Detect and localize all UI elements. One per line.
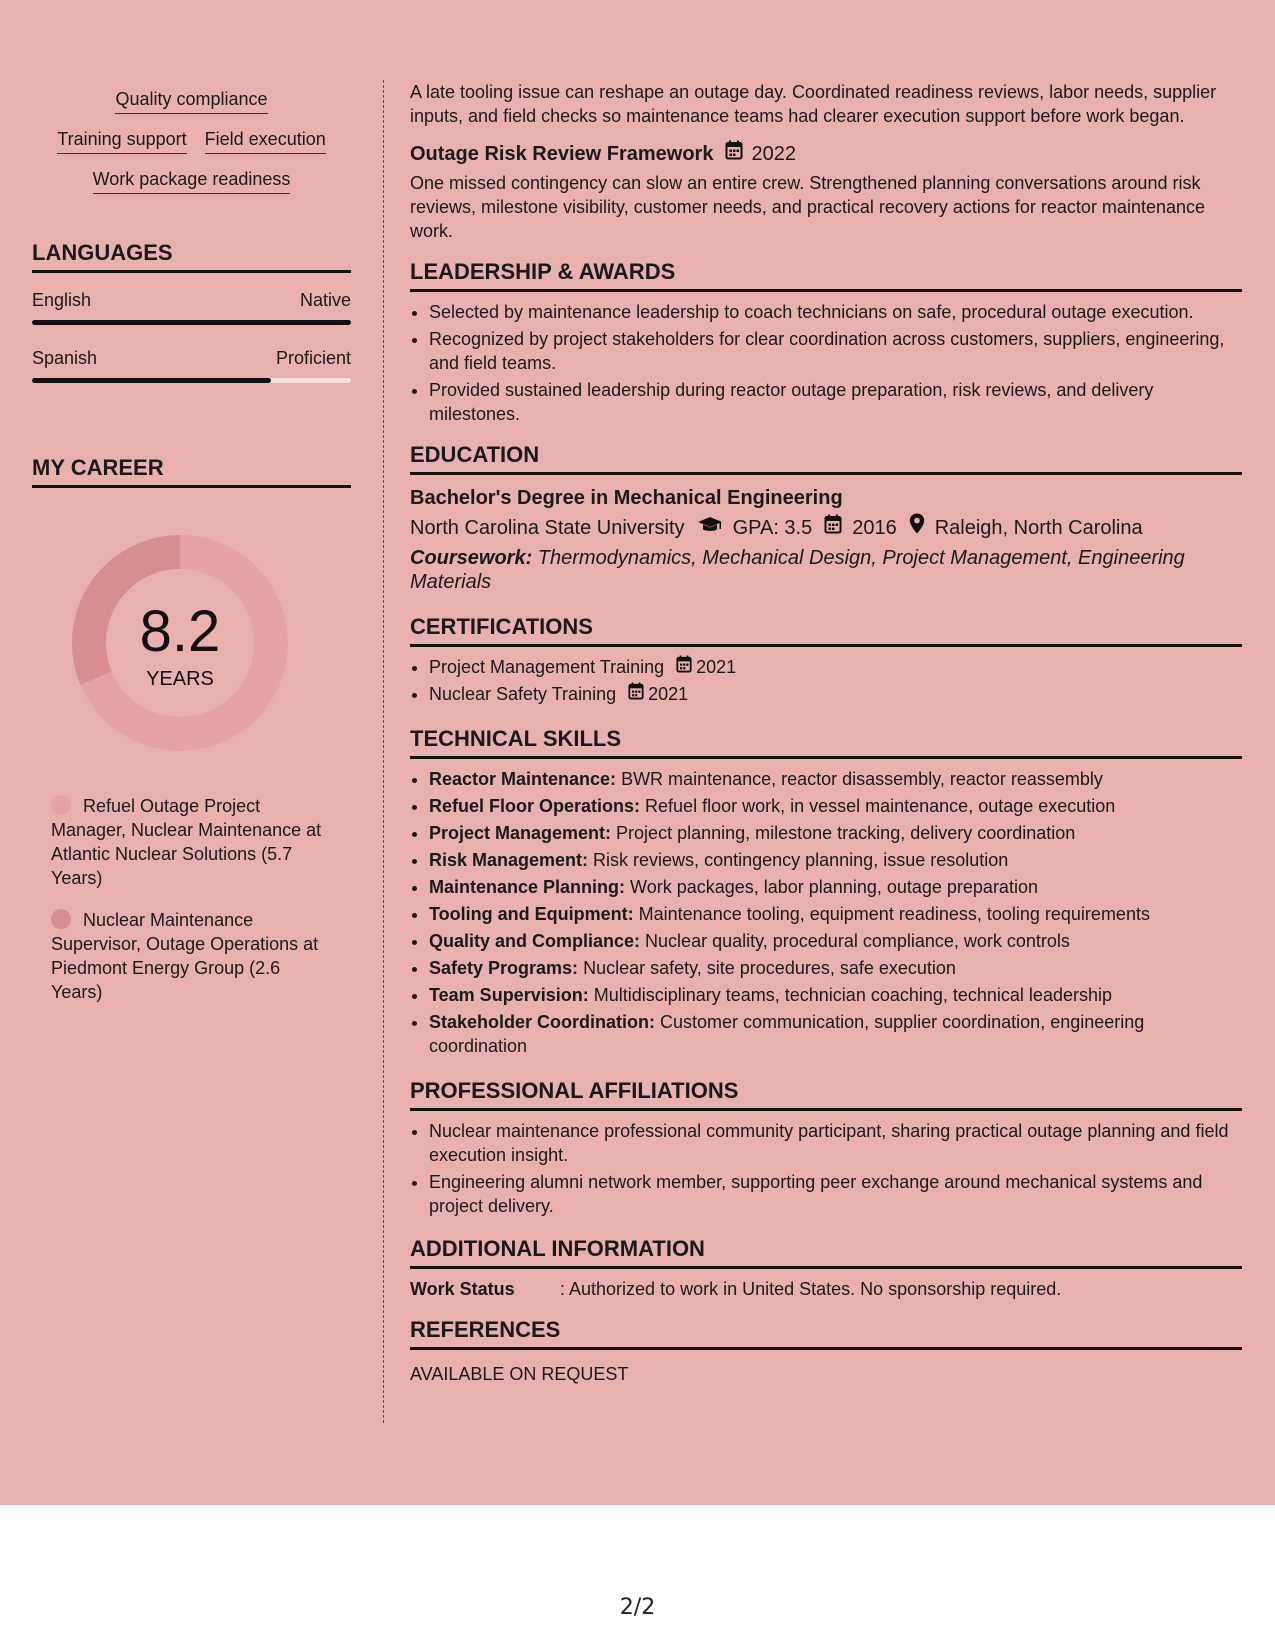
languages-heading: LANGUAGES: [32, 240, 351, 273]
affiliations-list: [410, 1119, 1242, 1218]
list-item: • Recognized by project stakeholders for clear coordination across customers, suppliers, engineering, and field teams.: [429, 327, 1242, 375]
education-heading: EDUCATION: [410, 442, 1242, 475]
language-item: [32, 289, 351, 325]
skill-tag: Training support: [57, 128, 186, 154]
skill-text: Maintenance tooling, equipment readiness, tooling requirements: [633, 904, 1150, 924]
language-level-fill: [32, 378, 271, 383]
career-legend-dot: [51, 909, 71, 929]
location-pin-icon: [909, 513, 925, 542]
list-item: [429, 1010, 1242, 1058]
technical-skills-list: [410, 767, 1242, 1058]
career-heading: MY CAREER: [32, 455, 351, 488]
skill-text: Project planning, milestone tracking, delivery coordination: [611, 823, 1076, 843]
list-item: • Provided sustained leadership during reactor outage preparation, risk reviews, and delivery milestones.: [429, 378, 1242, 426]
right-column: [410, 80, 1242, 1386]
skill-label: Quality and Compliance:: [429, 931, 641, 951]
certification-name: • Nuclear Safety Training: [429, 684, 617, 704]
list-item: [429, 767, 1242, 791]
skill-text: Nuclear quality, procedural compliance, work controls: [640, 931, 1070, 951]
list-item: [429, 794, 1242, 818]
certification-year: 2021: [696, 657, 737, 677]
list-item: [429, 655, 1242, 679]
certifications-heading: CERTIFICATIONS: [410, 614, 1242, 647]
list-item: [429, 848, 1242, 872]
language-level: Native: [299, 290, 351, 310]
technical-skills-heading: TECHNICAL SKILLS: [410, 726, 1242, 759]
list-item: [429, 821, 1242, 845]
list-item: • Selected by maintenance leadership to coach technicians on safe, procedural outage execution.: [429, 300, 1242, 324]
graduation-cap-icon: [697, 514, 723, 542]
certification-year: 2021: [648, 684, 689, 704]
skill-label: Reactor Maintenance:: [429, 769, 617, 789]
list-item: [429, 682, 1242, 706]
skill-label: Maintenance Planning:: [429, 877, 626, 897]
language-name: English: [32, 290, 92, 310]
skill-text: Customer communication, supplier coordination, engineering coordination: [429, 1012, 1145, 1056]
career-item: [51, 794, 331, 890]
project-title-line: [410, 140, 1242, 167]
skill-text: Nuclear safety, site procedures, safe execution: [578, 958, 956, 978]
skill-tags: [32, 88, 351, 194]
skill-label: Risk Management:: [429, 850, 589, 870]
gpa: GPA: 3.5: [732, 516, 813, 539]
skill-text: Multidisciplinary teams, technician coaching, technical leadership: [588, 985, 1112, 1005]
calendar-icon: [824, 514, 842, 542]
coursework: [410, 546, 1242, 594]
career-item-text: Nuclear Maintenance Supervisor, Outage Operations at Piedmont Energy Group (2.6 Years): [51, 910, 319, 1002]
page-number: 2/2: [619, 1595, 656, 1620]
list-item: [429, 929, 1242, 953]
project-description: One missed contingency can slow an entire crew. Strengthened planning conversations around risk reviews, milestone visibility, customer needs, and practical recovery actions for reactor maintenance work.: [410, 173, 1206, 241]
skill-tag: Quality compliance: [115, 88, 267, 114]
skill-label: Safety Programs:: [429, 958, 579, 978]
career-legend-dot: [51, 795, 71, 815]
calendar-icon: [725, 140, 743, 167]
language-level: Proficient: [275, 348, 351, 368]
list-item: [429, 875, 1242, 899]
degree-title: Bachelor's Degree in Mechanical Engineering: [410, 487, 843, 509]
school-name: North Carolina State University: [410, 516, 685, 539]
skill-label: Project Management:: [429, 823, 612, 843]
skill-label: Stakeholder Coordination:: [429, 1012, 656, 1032]
leadership-heading: LEADERSHIP & AWARDS: [410, 259, 1242, 292]
career-donut-chart: [67, 530, 293, 756]
affiliations-heading: PROFESSIONAL AFFILIATIONS: [410, 1078, 1242, 1111]
list-item: • Engineering alumni network member, supporting peer exchange around mechanical systems and project delivery.: [429, 1170, 1242, 1218]
language-level-bar: [32, 378, 351, 383]
work-status-row: [410, 1277, 1242, 1301]
school-location: Raleigh, North Carolina: [934, 516, 1143, 539]
coursework-list: Thermodynamics, Mechanical Design, Project Management, Engineering Materials: [410, 547, 1185, 593]
skill-text: BWR maintenance, reactor disassembly, reactor reassembly: [616, 769, 1103, 789]
career-item: [51, 908, 331, 1004]
skill-tag: Work package readiness: [93, 168, 291, 194]
leadership-list: [410, 300, 1242, 426]
list-item: [429, 902, 1242, 926]
language-item: [32, 347, 351, 383]
work-status-key: Work Status: [410, 1279, 515, 1299]
coursework-label: Coursework:: [410, 547, 533, 569]
skill-text: Work packages, labor planning, outage preparation: [625, 877, 1038, 897]
references-heading: REFERENCES: [410, 1317, 1242, 1350]
project-title: Outage Risk Review Framework: [410, 142, 714, 165]
skill-label: Tooling and Equipment:: [429, 904, 634, 924]
skill-label: Team Supervision:: [429, 985, 589, 1005]
work-status-value: : Authorized to work in United States. No sponsorship required.: [560, 1279, 1062, 1299]
skill-label: Refuel Floor Operations:: [429, 796, 641, 816]
certifications-list: [410, 655, 1242, 706]
skill-tag: Field execution: [205, 128, 326, 154]
left-column: [32, 80, 351, 1004]
language-level-fill: [32, 320, 351, 325]
column-divider: [383, 80, 384, 1423]
project-year: 2022: [751, 142, 796, 165]
career-years-label: YEARS: [146, 668, 214, 690]
certification-name: • Project Management Training: [429, 657, 665, 677]
skill-text: Refuel floor work, in vessel maintenance, outage execution: [640, 796, 1116, 816]
list-item: [429, 983, 1242, 1007]
career-item-text: Refuel Outage Project Manager, Nuclear Maintenance at Atlantic Nuclear Solutions (5.7 Years): [51, 796, 322, 888]
additional-info-heading: ADDITIONAL INFORMATION: [410, 1236, 1242, 1269]
calendar-icon: [676, 655, 692, 679]
language-level-bar: [32, 320, 351, 325]
career-total-years: 8.2: [139, 599, 221, 664]
calendar-icon: [628, 682, 644, 706]
list-item: • Nuclear maintenance professional community participant, sharing practical outage planning and field execution insight.: [429, 1119, 1242, 1167]
language-name: Spanish: [32, 348, 98, 368]
skill-text: Risk reviews, contingency planning, issue resolution: [588, 850, 1009, 870]
references-text: AVAILABLE ON REQUEST: [410, 1364, 629, 1384]
experience-intro: A late tooling issue can reshape an outage day. Coordinated readiness reviews, labor needs, supplier inputs, and field checks so maintenance teams had clearer execution support before work began.: [410, 82, 1217, 126]
graduation-year: 2016: [852, 516, 897, 539]
education-details: [410, 513, 1242, 542]
list-item: [429, 956, 1242, 980]
